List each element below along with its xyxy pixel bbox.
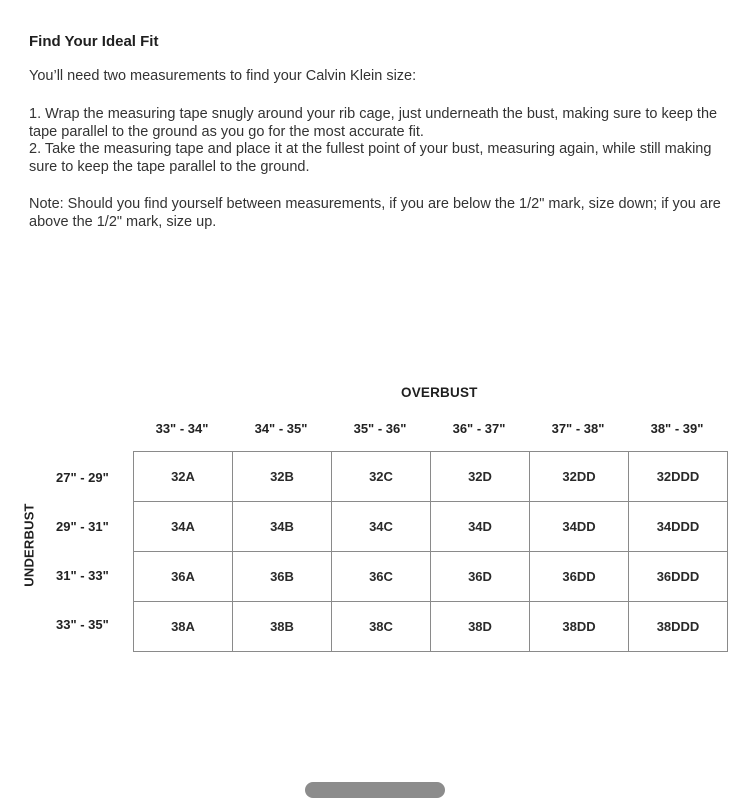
- size-cell: 36DD: [530, 552, 629, 602]
- table-row: [134, 452, 728, 502]
- column-header: 36" - 37": [452, 421, 506, 436]
- size-cell: 34D: [431, 502, 530, 552]
- size-cell: 38C: [332, 602, 431, 652]
- overbust-axis-label: OVERBUST: [401, 385, 478, 400]
- size-cell: 32B: [233, 452, 332, 502]
- page-title: Find Your Ideal Fit: [29, 33, 159, 50]
- size-cell: 34C: [332, 502, 431, 552]
- size-cell: 36B: [233, 552, 332, 602]
- row-header: 33" - 35": [56, 617, 109, 632]
- note-text: Note: Should you find yourself between measurements, if you are below the 1/2" mark, size down; if you are above the 1/2" mark, size up.: [29, 196, 721, 230]
- step-1-text: 1. Wrap the measuring tape snugly around your rib cage, just underneath the bust, making sure to keep the tape parallel to the ground as you go for the most accurate fit.: [29, 106, 718, 140]
- size-cell: 32DD: [530, 452, 629, 502]
- row-header: 27" - 29": [56, 470, 109, 485]
- size-chart-table: [133, 451, 728, 652]
- size-cell: 38DD: [530, 602, 629, 652]
- size-cell: 34B: [233, 502, 332, 552]
- scroll-indicator[interactable]: [305, 782, 445, 798]
- size-cell: 38B: [233, 602, 332, 652]
- table-row: [134, 502, 728, 552]
- size-cell: 36DDD: [629, 552, 728, 602]
- row-header: 31" - 33": [56, 568, 109, 583]
- underbust-axis-label: UNDERBUST: [21, 503, 37, 587]
- size-cell: 32C: [332, 452, 431, 502]
- column-header: 38" - 39": [650, 421, 704, 436]
- row-header: 29" - 31": [56, 519, 109, 534]
- size-cell: 38DDD: [629, 602, 728, 652]
- step-2-text: 2. Take the measuring tape and place it at the fullest point of your bust, measuring again, while still making sure to keep the tape parallel to the ground.: [29, 141, 712, 175]
- column-header: 34" - 35": [254, 421, 308, 436]
- column-header: 35" - 36": [353, 421, 407, 436]
- size-cell: 36A: [134, 552, 233, 602]
- size-cell: 34DD: [530, 502, 629, 552]
- size-cell: 36C: [332, 552, 431, 602]
- size-cell: 34DDD: [629, 502, 728, 552]
- size-cell: 38A: [134, 602, 233, 652]
- table-row: [134, 602, 728, 652]
- size-cell: 38D: [431, 602, 530, 652]
- size-cell: 32D: [431, 452, 530, 502]
- table-row: [134, 552, 728, 602]
- column-header: 33" - 34": [155, 421, 209, 436]
- size-cell: 34A: [134, 502, 233, 552]
- size-cell: 32A: [134, 452, 233, 502]
- intro-text: You’ll need two measurements to find your Calvin Klein size:: [29, 68, 417, 84]
- column-header: 37" - 38": [551, 421, 605, 436]
- size-cell: 36D: [431, 552, 530, 602]
- size-cell: 32DDD: [629, 452, 728, 502]
